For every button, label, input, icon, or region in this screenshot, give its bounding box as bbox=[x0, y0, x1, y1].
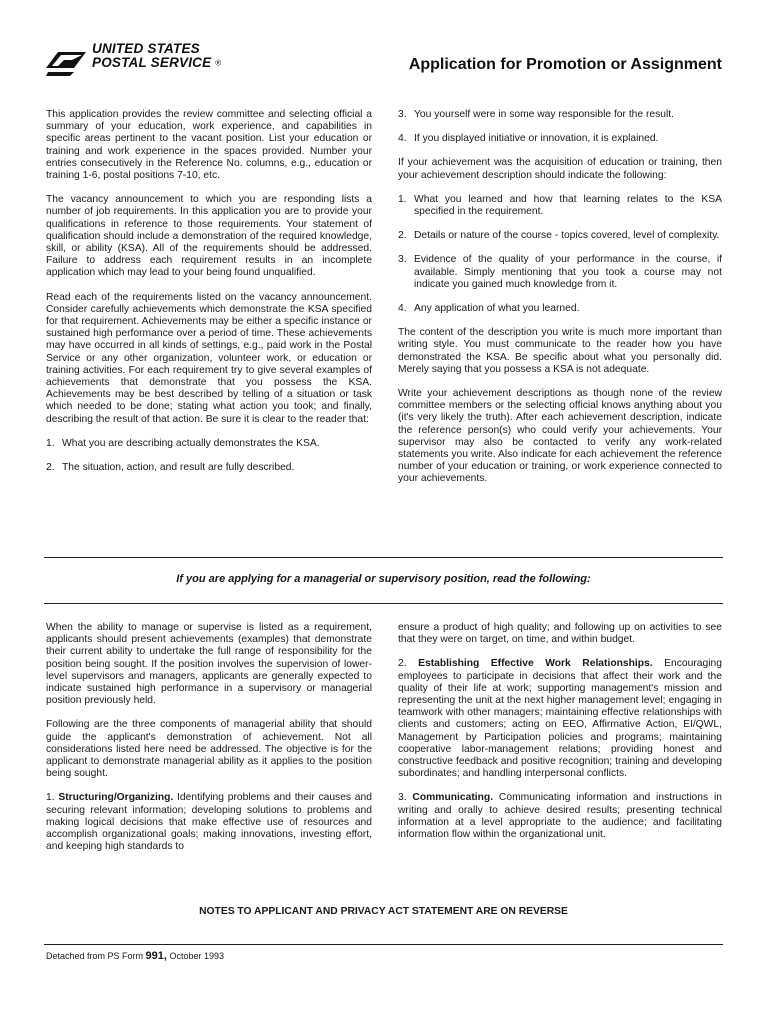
list-item: 2. The situation, action, and result are fully described. bbox=[46, 462, 295, 474]
list-item: 1. What you are describing actually demonstrates the KSA. bbox=[46, 437, 320, 449]
managerial-banner: If you are applying for a managerial or supervisory position, read the following: bbox=[176, 573, 591, 585]
list-item: 4. If you displayed initiative or innovation, it is explained. bbox=[398, 133, 659, 145]
footer bbox=[46, 950, 224, 962]
continuation-paragraph: ensure a product of high quality; and following up on activities to see that they were on target, on time, and within budget. bbox=[398, 622, 722, 646]
list-item: 1. What you learned and how that learning relates to the KSA specified in the requirement. bbox=[398, 193, 722, 218]
divider bbox=[44, 603, 723, 604]
list-item: 3. You yourself were in some way responsible for the result. bbox=[398, 109, 675, 120]
form-number: 991, bbox=[145, 950, 167, 962]
divider bbox=[44, 557, 723, 558]
footer-prefix: Detached from PS Form bbox=[46, 951, 144, 961]
list-item: 2. Details or nature of the course - topics covered, level of complexity. bbox=[398, 230, 720, 242]
list-item: 4. Any application of what you learned. bbox=[398, 303, 580, 315]
structuring-paragraph: 1. Structuring/Organizing. Identifying problems and their causes and securing relevant information; developing solutions to problems and making logical decisions that make effective use of resources and accomplish organizational goals; making innovations, investing effort, and keeping high standards to bbox=[46, 792, 372, 853]
requirements-paragraph: Read each of the requirements listed on the vacancy announcement. Consider carefully achievements which demonstrate the KSA specified for that requirement. Achievements may be either a specific instance or sustained high performance over a period of time. These achievements may have occurred in all kinds of settings, e.g., paid work in the Postal Service or any other organization, volunteer work, or education or training activities. For each requirement try to give several examples of achievements that demonstrate that you possess the KSA. Achievements may be best described by telling of a situation or task which needed to be done; stating what action you took; and finally, describing the result of that action. Be sure it is clear to the reader that: bbox=[46, 291, 372, 425]
structuring-heading: Structuring/Organizing. bbox=[58, 792, 174, 804]
page-title: Application for Promotion or Assignment bbox=[408, 56, 722, 73]
relationships-heading: Establishing Effective Work Relationships. bbox=[418, 658, 653, 670]
managerial-intro-paragraph: When the ability to manage or supervise is listed as a requirement, applicants should present achievements (examples) that demonstrate their current ability to undertake the full range of responsibility for the position being sought. If the position involves the supervision of lower-level supervisors and managers, applicants are generally expected to indicate sustained high performance in a supervisory or managerial position previously held. bbox=[46, 622, 372, 707]
components-paragraph: Following are the three components of managerial ability that should guide the applicant's demonstration of achievement. Not all considerations listed here need be addressed. The objective is for the applicant to demonstrate managerial ability as it applies to the position being sought. bbox=[46, 719, 372, 780]
content-paragraph: The content of the description you write is much more important than writing style. You must communicate to the reader how you have demonstrated the KSA. Be specific about what you personally did. Merely saying that you possess a KSA is not adequate. bbox=[398, 327, 722, 375]
usps-logo bbox=[44, 42, 224, 82]
registered-mark: ® bbox=[215, 58, 222, 68]
vacancy-paragraph: The vacancy announcement to which you are responding lists a number of job requirements. In this application you are to provide your qualifications in reference to those requirements. Your statement of qualification should include a demonstration of the required knowledge, skill, or ability (KSA). All of the requirements should be addressed. Failure to address each requirement results in an incomplete application which may lead to your being found unqualified. bbox=[46, 194, 372, 279]
communicating-heading: Communicating. bbox=[412, 792, 494, 804]
write-paragraph: Write your achievement descriptions as though none of the review committee members or the selecting official knows anything about you (it's very likely the truth). After each achievement description, indicate the reference person(s) who could verify your achievements. Your supervisor may also be contacted to verify any work-related statements you write. Also indicate for each achievement the reference number of your education or training, or work experience connected to your achievements. bbox=[398, 388, 722, 485]
intro-paragraph: This application provides the review committee and selecting official a summary of your education, work experience, and capabilities in specific areas pertinent to the vacant position. List your education or training and work experience in the spaces provided. Number your entries consecutively in the Reference No. columns, e.g., education or training 1-6, postal positions 7-10, etc. bbox=[46, 109, 372, 182]
top-left-column bbox=[46, 109, 372, 486]
eagle-icon bbox=[44, 46, 88, 78]
list-item: 3. Evidence of the quality of your performance in the course, if available. Simply mentioning that you took a course may not indicate you gained much knowledge from it. bbox=[398, 254, 722, 290]
logo-line-1: UNITED STATES bbox=[92, 41, 200, 56]
logo-wordmark bbox=[92, 42, 221, 70]
form-date: October 1993 bbox=[169, 951, 225, 961]
education-paragraph: If your achievement was the acquisition of education or training, then your achievement description should indicate the following: bbox=[398, 157, 722, 181]
notes-statement: NOTES TO APPLICANT AND PRIVACY ACT STATEMENT ARE ON REVERSE bbox=[199, 906, 568, 917]
relationships-paragraph: 2. Establishing Effective Work Relationships. Encouraging employees to participate in decisions that affect their work and the quality of their life at work; supporting management's mission and representing the unit at the next higher management level; engaging in teamwork with other managers; maintaining effective relationships with clients and customers; acting on EEO, Affirmative Action, EI/QWL, Management by Participation policies and programs; maintaining cooperative labor-management relations; providing honest and constructive feedback and positive recognition; training and developing subordinates; and handling interpersonal conflicts. bbox=[398, 658, 722, 780]
top-right-column bbox=[398, 109, 722, 498]
logo-line-2: POSTAL SERVICE bbox=[92, 55, 212, 70]
communicating-paragraph: 3. Communicating. Communicating information and instructions in writing and orally to achieve desired results; presenting technical information at a level appropriate to the audience; and facilitating information flow within the organizational unit. bbox=[398, 792, 722, 841]
footer-divider bbox=[44, 944, 723, 945]
bottom-right-column bbox=[398, 622, 722, 853]
bottom-left-column bbox=[46, 622, 372, 865]
